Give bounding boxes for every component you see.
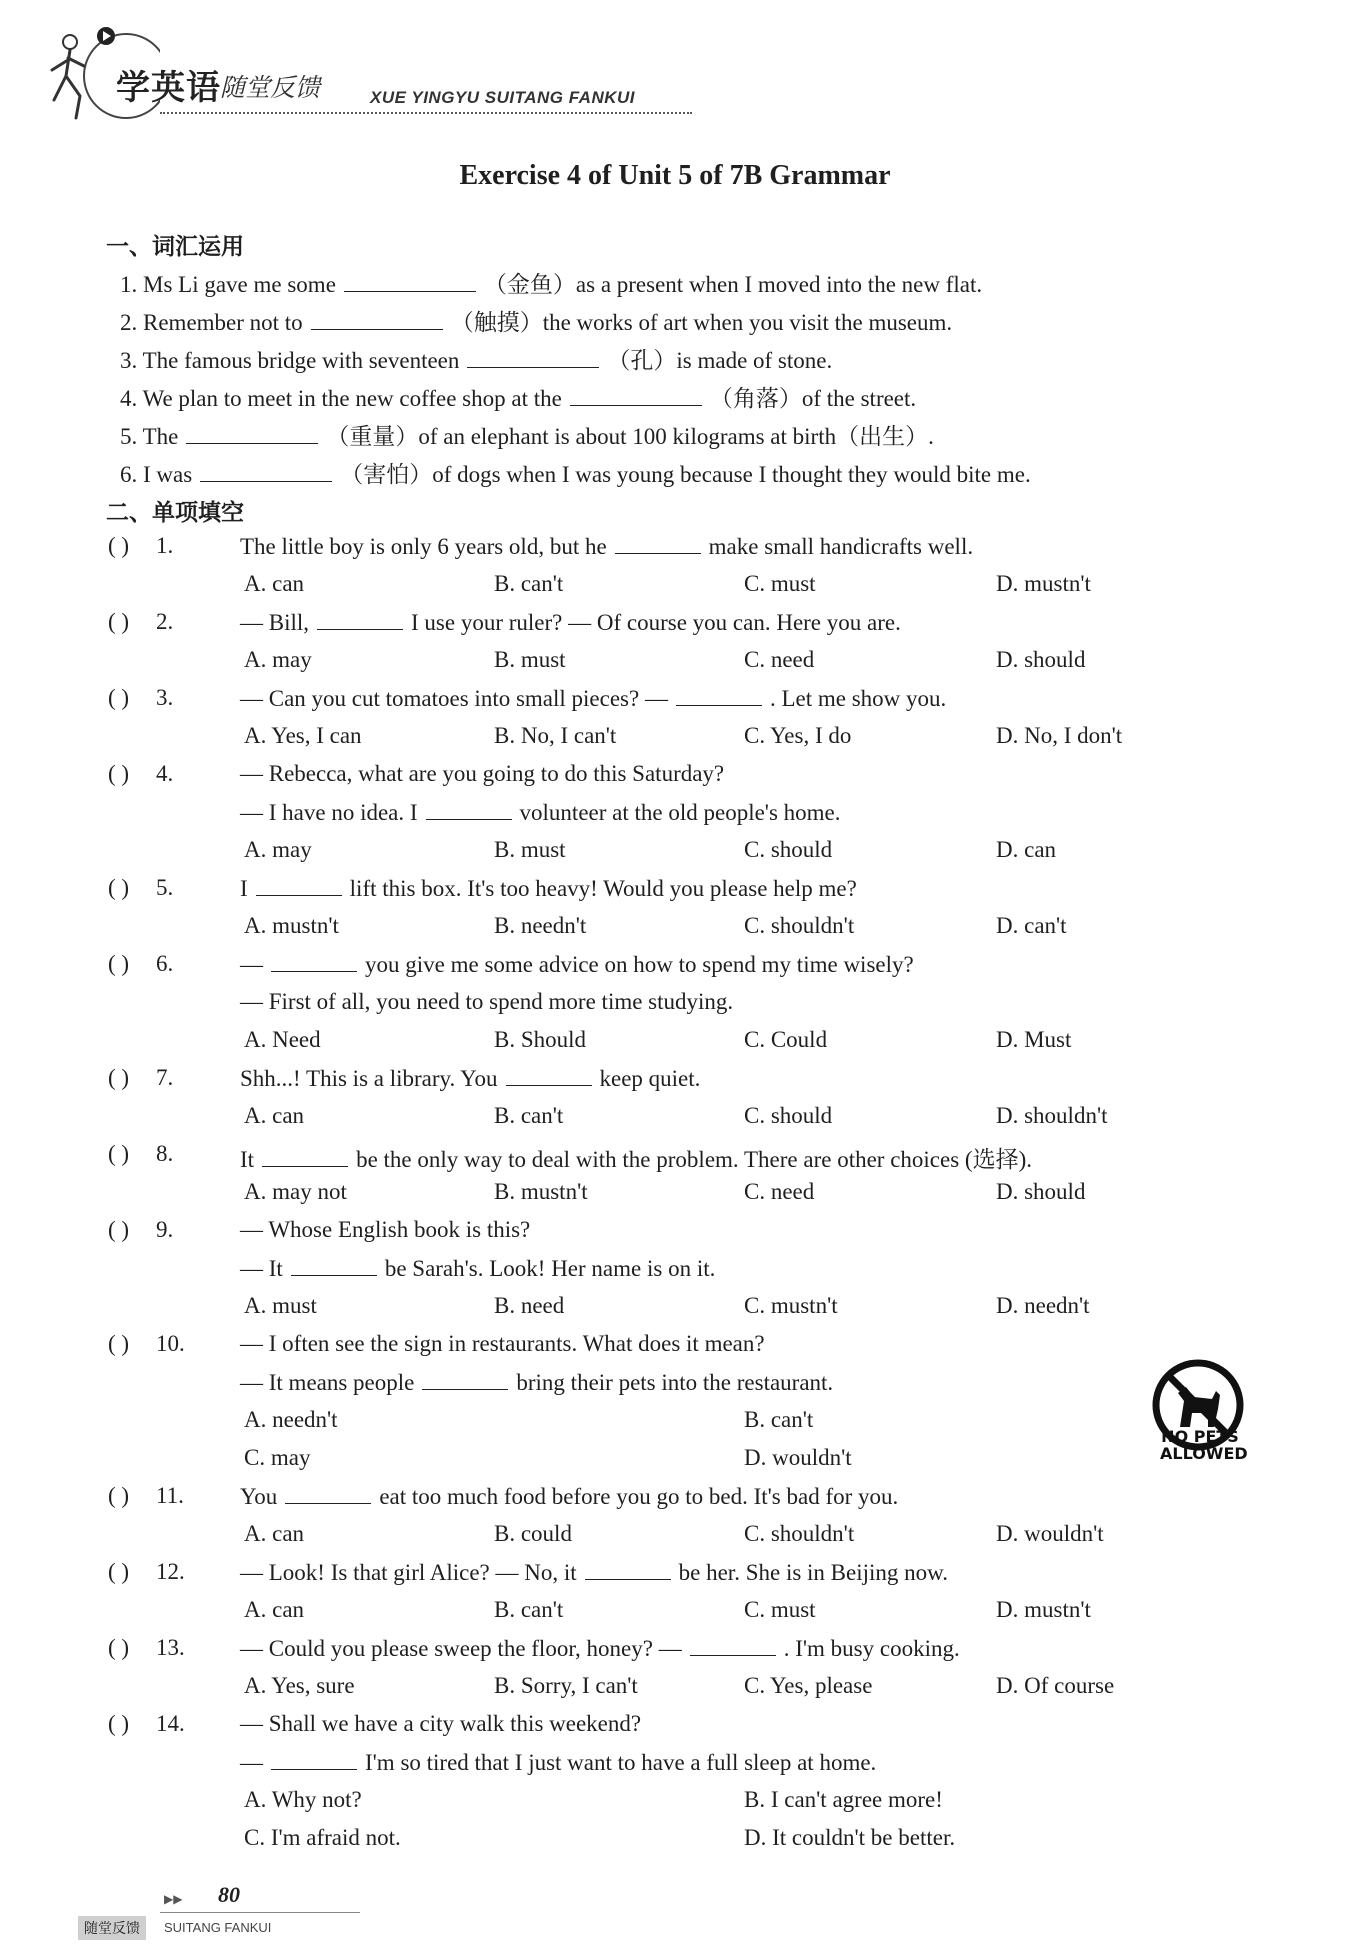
question-number: 4.	[156, 761, 174, 786]
option-d[interactable]: D. should	[996, 647, 1086, 672]
question-stem: The little boy is only 6 years old, but he make small handicrafts well.	[240, 534, 974, 559]
vocab-hint: （金鱼）as a present when I moved into the new flat.	[483, 272, 983, 297]
answer-blank	[291, 1255, 377, 1276]
option-d[interactable]: D. It couldn't be better.	[744, 1825, 956, 1850]
option-d[interactable]: D. wouldn't	[996, 1521, 1104, 1546]
option-a[interactable]: A. Yes, sure	[244, 1673, 355, 1698]
question-stem: — Could you please sweep the floor, honey? — . I'm busy cooking.	[240, 1636, 960, 1661]
option-d[interactable]: D. needn't	[996, 1293, 1090, 1318]
option-a[interactable]: A. Need	[244, 1027, 321, 1052]
question-stem-line2: — It means people bring their pets into the restaurant.	[240, 1370, 834, 1395]
option-b[interactable]: B. must	[494, 647, 566, 672]
header-divider	[160, 112, 692, 114]
question-stem-line2: — I'm so tired that I just want to have a full sleep at home.	[240, 1750, 877, 1775]
answer-blank[interactable]	[200, 461, 332, 482]
option-a[interactable]: A. can	[244, 1521, 305, 1546]
option-b[interactable]: B. needn't	[494, 913, 587, 938]
question-number: 12.	[156, 1559, 185, 1584]
answer-blank	[256, 875, 342, 896]
option-c[interactable]: C. may	[244, 1445, 311, 1470]
question-stem: Shh...! This is a library. You keep quiet.	[240, 1066, 701, 1091]
option-d[interactable]: D. No, I don't	[996, 723, 1123, 748]
option-a[interactable]: A. mustn't	[244, 913, 339, 938]
answer-blank[interactable]	[311, 309, 443, 330]
option-c[interactable]: C. should	[744, 837, 833, 862]
vocab-item	[120, 380, 916, 413]
question-number: 13.	[156, 1635, 185, 1660]
vocab-stem: 2. Remember not to	[120, 310, 303, 335]
option-d[interactable]: D. can	[996, 837, 1057, 862]
answer-parentheses[interactable]: ( )	[108, 1217, 130, 1242]
answer-blank	[271, 951, 357, 972]
question-stem-line2: — It be Sarah's. Look! Her name is on it.	[240, 1256, 716, 1281]
answer-parentheses[interactable]: ( )	[108, 1331, 130, 1356]
option-c[interactable]: C. mustn't	[744, 1293, 838, 1318]
question-number: 6.	[156, 951, 174, 976]
option-a[interactable]: A. may not	[244, 1179, 347, 1204]
answer-blank	[262, 1146, 348, 1167]
option-b[interactable]: B. can't	[494, 571, 564, 596]
answer-parentheses[interactable]: ( )	[108, 761, 130, 786]
answer-parentheses[interactable]: ( )	[108, 685, 130, 710]
option-a[interactable]: A. can	[244, 1103, 305, 1128]
question-stem: You eat too much food before you go to bed. It's bad for you.	[240, 1484, 899, 1509]
option-d[interactable]: D. shouldn't	[996, 1103, 1108, 1128]
vocab-stem: 4. We plan to meet in the new coffee shop at the	[120, 386, 562, 411]
no-pets-sign-label: NO PETS ALLOWED	[1160, 1427, 1248, 1463]
question-stem: — Can you cut tomatoes into small pieces? — . Let me show you.	[240, 686, 947, 711]
vocab-item	[120, 342, 832, 375]
question-number: 7.	[156, 1065, 174, 1090]
option-a[interactable]: A. must	[244, 1293, 317, 1318]
answer-blank	[285, 1483, 371, 1504]
answer-parentheses[interactable]: ( )	[108, 875, 130, 900]
option-b[interactable]: B. can't	[744, 1407, 814, 1432]
answer-blank	[690, 1635, 776, 1656]
answer-blank	[271, 1749, 357, 1770]
option-d[interactable]: D. can't	[996, 913, 1067, 938]
answer-blank	[615, 533, 701, 554]
answer-blank[interactable]	[344, 271, 476, 292]
brand-english: XUE YINGYU SUITANG FANKUI	[370, 88, 636, 107]
page-number: 80	[218, 1882, 240, 1907]
question-stem: — Look! Is that girl Alice? — No, it be her. She is in Beijing now.	[240, 1560, 949, 1585]
option-c[interactable]: C. Yes, I do	[744, 723, 852, 748]
arrow-icon: ▶▶	[164, 1892, 183, 1906]
option-a[interactable]: A. can	[244, 571, 305, 596]
question-number: 10.	[156, 1331, 185, 1356]
vocab-stem: 1. Ms Li gave me some	[120, 272, 336, 297]
option-c[interactable]: C. should	[744, 1103, 833, 1128]
answer-parentheses[interactable]: ( )	[108, 1141, 130, 1166]
answer-blank	[317, 609, 403, 630]
brand-title: 学英语	[116, 68, 221, 108]
vocab-hint: （害怕）of dogs when I was young because I thought they would bite me.	[340, 462, 1031, 487]
vocab-stem: 5. The	[120, 424, 179, 449]
answer-blank	[506, 1065, 592, 1086]
page-title: Exercise 4 of Unit 5 of 7B Grammar	[459, 160, 891, 191]
question-number: 11.	[156, 1483, 184, 1508]
answer-blank	[676, 685, 762, 706]
question-number: 5.	[156, 875, 174, 900]
question-number: 8.	[156, 1141, 174, 1166]
option-a[interactable]: A. can	[244, 1597, 305, 1622]
option-d[interactable]: D. mustn't	[996, 571, 1091, 596]
question-number: 9.	[156, 1217, 174, 1242]
answer-parentheses[interactable]: ( )	[108, 1483, 130, 1508]
option-c[interactable]: C. shouldn't	[744, 1521, 855, 1546]
answer-parentheses[interactable]: ( )	[108, 951, 130, 976]
option-a[interactable]: A. needn't	[244, 1407, 338, 1432]
question-number: 2.	[156, 609, 174, 634]
vocab-item	[120, 456, 1031, 489]
vocab-item	[120, 418, 934, 451]
section-heading-multiple-choice: 二、单项填空	[106, 500, 244, 526]
option-c[interactable]: C. must	[744, 571, 816, 596]
option-b[interactable]: B. must	[494, 837, 566, 862]
option-c[interactable]: C. must	[744, 1597, 816, 1622]
option-c[interactable]: C. shouldn't	[744, 913, 855, 938]
option-d[interactable]: D. Must	[996, 1027, 1072, 1052]
answer-blank[interactable]	[467, 347, 599, 368]
answer-blank[interactable]	[186, 423, 318, 444]
option-c[interactable]: C. Yes, please	[744, 1673, 873, 1698]
answer-blank	[422, 1369, 508, 1390]
question-number: 3.	[156, 685, 174, 710]
page-footer	[78, 1878, 378, 1938]
option-c[interactable]: C. need	[744, 1179, 815, 1204]
answer-blank	[585, 1559, 671, 1580]
option-b[interactable]: B. can't	[494, 1597, 564, 1622]
answer-blank[interactable]	[570, 385, 702, 406]
option-d[interactable]: D. mustn't	[996, 1597, 1091, 1622]
question-stem: — Shall we have a city walk this weekend?	[240, 1711, 642, 1736]
question-stem: — I often see the sign in restaurants. What does it mean?	[240, 1331, 765, 1356]
option-b[interactable]: B. need	[494, 1293, 565, 1318]
option-b[interactable]: B. Sorry, I can't	[494, 1673, 638, 1698]
vocab-stem: 6. I was	[120, 462, 193, 487]
question-stem-line2: — I have no idea. I volunteer at the old people's home.	[240, 800, 841, 825]
vocab-item	[120, 304, 952, 337]
option-c[interactable]: C. need	[744, 647, 815, 672]
footer-english: SUITANG FANKUI	[164, 1920, 272, 1935]
answer-parentheses[interactable]: ( )	[108, 1065, 130, 1090]
answer-parentheses[interactable]: ( )	[108, 1559, 130, 1584]
question-stem-line2: — First of all, you need to spend more time studying.	[240, 989, 734, 1014]
question-stem: — Bill, I use your ruler? — Of course you can. Here you are.	[240, 610, 901, 635]
option-a[interactable]: A. may	[244, 837, 312, 862]
option-b[interactable]: B. can't	[494, 1103, 564, 1128]
question-stem: I lift this box. It's too heavy! Would you please help me?	[240, 876, 857, 901]
option-a[interactable]: A. may	[244, 647, 312, 672]
answer-blank	[426, 799, 512, 820]
option-d[interactable]: D. wouldn't	[744, 1445, 852, 1470]
vocab-stem: 3. The famous bridge with seventeen	[120, 348, 460, 373]
question-stem: — Whose English book is this?	[240, 1217, 531, 1242]
page-header	[40, 26, 670, 136]
section-heading-vocabulary: 一、词汇运用	[106, 234, 244, 260]
vocab-hint: （孔）is made of stone.	[607, 348, 833, 373]
vocab-hint: （角落）of the street.	[709, 386, 917, 411]
option-c[interactable]: C. I'm afraid not.	[244, 1825, 401, 1850]
answer-parentheses[interactable]: ( )	[108, 1711, 130, 1736]
vocab-hint: （触摸）the works of art when you visit the museum.	[450, 310, 953, 335]
option-b[interactable]: B. could	[494, 1521, 572, 1546]
answer-parentheses[interactable]: ( )	[108, 1635, 130, 1660]
vocab-item	[120, 266, 982, 299]
option-c[interactable]: C. Could	[744, 1027, 828, 1052]
option-a[interactable]: A. Why not?	[244, 1787, 362, 1812]
question-stem: It be the only way to deal with the problem. There are other choices (选择).	[240, 1147, 1032, 1172]
option-a[interactable]: A. Yes, I can	[244, 723, 362, 748]
footer-divider	[160, 1912, 360, 1913]
question-stem: — Rebecca, what are you going to do this Saturday?	[240, 761, 725, 786]
footer-label: 随堂反馈	[78, 1916, 146, 1940]
option-b[interactable]: B. Should	[494, 1027, 587, 1052]
question-number: 14.	[156, 1711, 185, 1736]
answer-parentheses[interactable]: ( )	[108, 533, 130, 558]
brand-subtitle: 随堂反馈	[220, 73, 321, 102]
option-b[interactable]: B. I can't agree more!	[744, 1787, 943, 1812]
answer-parentheses[interactable]: ( )	[108, 609, 130, 634]
question-number: 1.	[156, 533, 174, 558]
option-b[interactable]: B. No, I can't	[494, 723, 617, 748]
option-b[interactable]: B. mustn't	[494, 1179, 588, 1204]
vocab-hint: （重量）of an elephant is about 100 kilograms at birth（出生）.	[326, 424, 934, 449]
question-stem: — you give me some advice on how to spend my time wisely?	[240, 952, 914, 977]
option-d[interactable]: D. should	[996, 1179, 1086, 1204]
option-d[interactable]: D. Of course	[996, 1673, 1115, 1698]
